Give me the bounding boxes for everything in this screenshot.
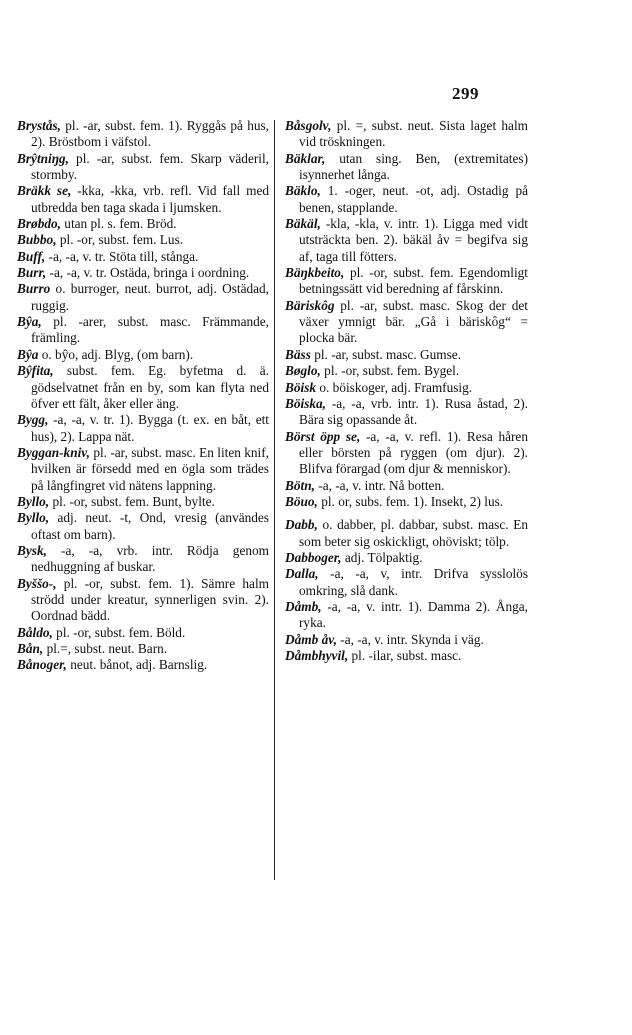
entry-headword: Brystås, xyxy=(17,118,61,133)
entry-headword: Dåmb, xyxy=(285,598,322,614)
dictionary-entry xyxy=(17,118,269,151)
right-column xyxy=(285,118,528,664)
entry-definition: -a, -a, v. intr. 1). Damma 2). Ånga, ryka. xyxy=(299,598,528,631)
entry-definition: -a, -a, v. intr. Skynda i väg. xyxy=(336,631,484,647)
entry-definition: -a, -a, v. tr. Stöta till, stånga. xyxy=(45,248,199,264)
entry-headword: Bŷfita, xyxy=(17,363,54,379)
entry-headword: Böiska, xyxy=(285,395,327,411)
entry-headword: Bäklar, xyxy=(285,150,326,166)
dictionary-entry xyxy=(285,517,528,550)
entry-headword: Bysk, xyxy=(17,542,47,558)
dictionary-entry xyxy=(17,232,269,248)
dictionary-entry xyxy=(17,657,269,673)
entry-definition: pl. -or, subst. fem. Bunt, bylte. xyxy=(49,493,215,509)
entry-definition: -kla, -kla, v. intr. 1). Ligga med vidt utsträckta ben. 2). bäkäl åv = begifva sig af, taga till fötters. xyxy=(299,216,528,264)
dictionary-entry xyxy=(17,314,269,347)
entry-definition: pl. -or, subst. fem. 1). Sämre halm strödd under kreatur, synnerligen svin. 2). Oordnad bädd. xyxy=(31,575,269,624)
entry-definition: utan sing. Ben, (extremitates) isynnerhet långa. xyxy=(299,150,528,183)
entry-definition: pl. -or, subst. fem. Bygel. xyxy=(320,363,460,379)
entry-headword: Dåmb åv, xyxy=(285,631,337,647)
dictionary-entry xyxy=(17,494,269,510)
dictionary-entry xyxy=(17,265,269,281)
entry-headword: Böuo, xyxy=(285,493,318,509)
entry-definition: -a, -a, v. tr. Ostäda, bringa i oordning. xyxy=(46,265,250,281)
left-column xyxy=(17,118,269,674)
entry-definition: pl. -arer, subst. masc. Främmande, främling. xyxy=(31,314,269,346)
entry-headword: Burro xyxy=(17,281,51,297)
dictionary-entry xyxy=(17,510,269,543)
dictionary-entry xyxy=(285,494,528,510)
entry-headword: Buff, xyxy=(17,248,46,264)
entry-headword: Båsgolv, xyxy=(285,118,332,133)
entry-definition: -a, -a, vrb. intr. Rödja genom nedhuggning af buskar. xyxy=(31,542,269,575)
dictionary-entry xyxy=(285,265,528,298)
entry-headword: Bräkk se, xyxy=(17,183,72,199)
dictionary-entry xyxy=(285,118,528,151)
entry-headword: Byššo-, xyxy=(17,575,57,591)
entry-headword: Bäklo, xyxy=(285,183,321,199)
entry-headword: Byllo, xyxy=(17,493,50,509)
entry-definition: adj. neut. -t, Ond, vresig (användes oftast om barn). xyxy=(31,510,269,542)
entry-headword: Brŷtniŋg, xyxy=(17,150,69,166)
entry-headword: Byllo, xyxy=(17,510,50,526)
dictionary-entry xyxy=(285,429,528,478)
dictionary-entry xyxy=(17,183,269,216)
entry-headword: Bubbo, xyxy=(17,232,57,248)
page-number: 299 xyxy=(452,84,479,103)
dictionary-entry xyxy=(17,216,269,232)
dictionary-entry xyxy=(285,648,528,664)
entry-headword: Bäriskôg xyxy=(285,297,335,313)
dictionary-entry xyxy=(17,543,269,576)
entry-definition: -a, -a, v. tr. 1). Bygga (t. ex. en båt, ett hus), 2). Lappa nät. xyxy=(31,412,269,444)
dictionary-entry xyxy=(285,599,528,632)
entry-headword: Bøglo, xyxy=(285,363,321,379)
entry-definition: neut. bånot, adj. Barnslig. xyxy=(66,657,208,673)
dictionary-entry xyxy=(285,216,528,265)
entry-headword: Bäkäl, xyxy=(285,216,321,232)
dictionary-entry xyxy=(17,576,269,625)
entry-headword: Bånoger, xyxy=(17,657,67,673)
entry-headword: Dabboger, xyxy=(285,549,342,565)
entry-definition: pl. -ar, subst. fem. 1). Ryggås på hus, 2). Bröstbom i väfstol. xyxy=(31,118,269,150)
entry-definition: pl. -or, subst. fem. Böld. xyxy=(52,624,186,640)
entry-definition: subst. fem. Eg. byfetma d. ä. gödselvatnet från en by, som kan flyta ned öfver ett fält, åker eller äng. xyxy=(31,363,269,411)
dictionary-entry xyxy=(17,363,269,412)
entry-headword: Dåmbhyvil, xyxy=(285,648,349,663)
entry-headword: Bån, xyxy=(17,641,44,656)
entry-headword: Bäss xyxy=(285,346,311,362)
entry-definition: -a, -a, vrb. intr. 1). Rusa åstad, 2). Bära sig opassande åt. xyxy=(299,395,528,428)
dictionary-entry xyxy=(17,347,269,363)
dictionary-entry xyxy=(285,347,528,363)
entry-definition: pl. -ar, subst. masc. En liten knif, hvilken är försedd med en ögla som trädes på långfingret vid nätens lappning. xyxy=(31,444,269,493)
entry-headword: Burr, xyxy=(17,265,47,281)
column-divider xyxy=(274,120,275,880)
dictionary-entry xyxy=(285,183,528,216)
entry-definition: pl. -ar, subst. masc. Gumse. xyxy=(310,346,462,362)
entry-headword: Börst öpp se, xyxy=(285,428,361,444)
dictionary-entry xyxy=(285,363,528,379)
entry-definition: o. böiskoger, adj. Framfusig. xyxy=(316,379,473,395)
dictionary-entry xyxy=(285,396,528,429)
dictionary-entry xyxy=(285,632,528,648)
dictionary-entry xyxy=(17,625,269,641)
entry-headword: Böisk xyxy=(285,379,317,395)
entry-headword: Bäŋkbeito, xyxy=(285,265,345,281)
dictionary-entry xyxy=(17,641,269,657)
entry-definition: pl. -ilar, subst. masc. xyxy=(348,648,462,663)
dictionary-entry xyxy=(285,478,528,494)
entry-definition: -kka, -kka, vrb. refl. Vid fall med utbredda ben taga skada i ljumsken. xyxy=(31,183,269,215)
dictionary-entry xyxy=(285,566,528,599)
entry-headword: Båldo, xyxy=(17,624,53,640)
entry-definition: -a, -a, v, intr. Drifva sysslolös omkring, slå dank. xyxy=(299,566,528,598)
dictionary-entry xyxy=(17,249,269,265)
entry-definition: -a, -a, v. refl. 1). Resa håren eller börsten på ryggen (om djur). 2). Blifva förargad (om djur & menniskor). xyxy=(299,428,528,477)
entry-definition: pl. -or, subst. fem. Egendomligt betningssätt vid beredning af fårskinn. xyxy=(299,265,528,297)
entry-definition: utan pl. s. fem. Bröd. xyxy=(60,216,177,232)
entry-definition: adj. Tölpaktig. xyxy=(341,549,423,565)
entry-headword: Bŷa, xyxy=(17,314,42,330)
entry-headword: Byggan-kniv, xyxy=(17,444,91,460)
entry-headword: Bŷa xyxy=(17,346,39,362)
entry-definition: pl. -ar, subst. fem. Skarp väderil, stormby. xyxy=(31,150,269,183)
entry-headword: Brøbdo, xyxy=(17,216,61,232)
dictionary-entry xyxy=(17,445,269,494)
entry-definition: pl.=, subst. neut. Barn. xyxy=(43,641,168,656)
dictionary-entry xyxy=(17,151,269,184)
entry-definition: pl. -ar, subst. masc. Skog der det växer ymnigt bär. „Gå i bäriskôg“ = plocka bär. xyxy=(299,297,528,346)
entry-definition: pl. -or, subst. fem. Lus. xyxy=(56,232,184,248)
entry-headword: Bygg, xyxy=(17,412,49,428)
entry-headword: Bötn, xyxy=(285,477,315,493)
entry-definition: o. dabber, pl. dabbar, subst. masc. En som beter sig oskickligt, ohöviskt; tölp. xyxy=(299,517,528,549)
entry-headword: Dalla, xyxy=(285,566,319,582)
dictionary-entry xyxy=(17,281,269,314)
entry-definition: pl. or, subs. fem. 1). Insekt, 2) lus. xyxy=(317,493,504,509)
entry-definition: o. bŷo, adj. Blyg, (om barn). xyxy=(38,346,194,362)
entry-definition: o. burroger, neut. burrot, adj. Ostädad, ruggig. xyxy=(31,281,269,313)
entry-definition: 1. -oger, neut. -ot, adj. Ostadig på benen, stapplande. xyxy=(299,183,528,215)
dictionary-entry xyxy=(17,412,269,445)
entry-definition: -a, -a, v. intr. Nå botten. xyxy=(314,477,445,493)
entry-headword: Dabb, xyxy=(285,517,318,533)
dictionary-entry xyxy=(285,550,528,566)
dictionary-entry xyxy=(285,380,528,396)
entry-definition: pl. =, subst. neut. Sista laget halm vid tröskningen. xyxy=(299,118,528,150)
dictionary-entry xyxy=(285,298,528,347)
dictionary-entry xyxy=(285,151,528,184)
